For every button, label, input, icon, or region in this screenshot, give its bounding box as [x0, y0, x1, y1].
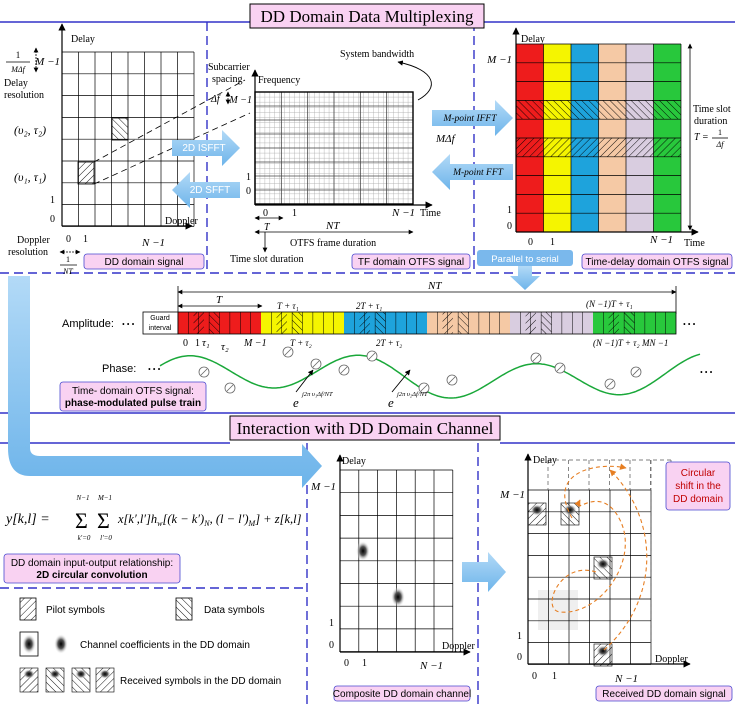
td-pilot-cell	[544, 138, 572, 157]
comp-x1: 1	[362, 658, 367, 669]
tf-t: T	[264, 222, 270, 233]
td-time: Time	[684, 238, 705, 249]
eq-lhs: y[k,l] =	[6, 512, 50, 527]
td-delay: Delay	[521, 34, 545, 45]
idx-tau2: τ₂	[221, 341, 229, 353]
td-pilot-cell	[599, 138, 627, 157]
train-nt: NT	[428, 280, 442, 292]
train-dots-right: • • •	[683, 320, 696, 329]
dd-point-2: (υ₂, τ₂)	[14, 123, 47, 137]
guard-2: interval	[148, 325, 172, 332]
sum1-sign: Σ	[75, 508, 88, 533]
rx-note-3: DD domain	[672, 494, 724, 505]
idx-0: 0	[183, 338, 188, 349]
exp2: e	[388, 395, 394, 410]
rx-n-minus-1: N −1	[615, 673, 639, 685]
dd-nt-num: 1	[66, 255, 70, 264]
rx-symbol-blob	[563, 504, 577, 516]
legend-rx-blob	[99, 669, 111, 679]
dd-m-minus-1: M −1	[35, 56, 60, 68]
comp-y1: 1	[329, 618, 334, 629]
train-dots-phase: • • •	[148, 365, 161, 374]
parallel-serial-arrow	[510, 266, 540, 290]
lbl-n1t-tau1: (N −1)T + τ₁	[586, 299, 633, 309]
rx-note-2: shift in the	[675, 481, 721, 492]
dd-doppler-label: Doppler	[165, 216, 198, 227]
lbl-t-tau2: T + τ₂	[290, 338, 312, 348]
td-data-cell	[626, 100, 654, 119]
dd-doppler-res-1: Doppler	[17, 235, 50, 246]
lbl-t-tau1: T + τ₁	[277, 301, 299, 311]
train-data	[375, 312, 385, 334]
rx-x0: 0	[532, 671, 537, 682]
comp-y0: 0	[329, 640, 334, 651]
idx-1: 1	[195, 338, 200, 349]
tf-frequency: Frequency	[258, 75, 301, 86]
train-dots-left: • • •	[122, 320, 135, 329]
pulse-train	[178, 312, 676, 334]
td-y0: 0	[507, 221, 512, 232]
rx-x1: 1	[552, 671, 557, 682]
rx-doppler: Doppler	[655, 654, 688, 665]
train-data	[209, 312, 219, 334]
sum2-bot: l′=0	[100, 534, 112, 542]
dd-frac-den: MΔf	[11, 65, 25, 74]
tf-x1: 1	[292, 208, 297, 219]
tf-system-bw: System bandwidth	[340, 49, 415, 60]
idx-mn-minus-1: MN −1	[642, 338, 669, 348]
dd-delay-res-1: Delay	[4, 78, 28, 89]
train-pilot	[194, 312, 204, 334]
dd-nt-den: NT	[63, 267, 73, 276]
tf-delta-f: Δf	[211, 94, 220, 105]
dd-x1: 1	[83, 234, 88, 245]
sum2-top: M−1	[97, 494, 113, 502]
rx-caption: Received DD domain signal	[602, 689, 726, 700]
isfft-label: 2D ISFFT	[182, 143, 226, 154]
sum1-top: N−1	[76, 494, 90, 502]
rx-delay: Delay	[533, 455, 557, 466]
td-slot-1: Time slot	[693, 104, 731, 115]
dd-n-minus-1: N −1	[142, 237, 166, 249]
io-caption-1: DD domain input-output relationship:	[10, 558, 174, 569]
tf-caption: TF domain OTFS signal	[357, 257, 465, 268]
td-caption: Time-delay domain OTFS signal	[585, 257, 729, 268]
td-pilot-cell	[626, 138, 654, 157]
tf-frame: OTFS frame duration	[290, 238, 377, 249]
sum1-bot: k′=0	[77, 534, 91, 542]
legend-rx-blob	[49, 669, 61, 679]
td-n-minus-1: N −1	[650, 234, 674, 246]
train-dots-phase-right: • • •	[700, 368, 713, 377]
dd-y1: 1	[50, 195, 55, 206]
legend-received-swatches	[20, 668, 114, 692]
tf-x0: 0	[263, 208, 268, 219]
io-caption-2: 2D circular convolution	[36, 570, 148, 581]
rx-symbol-blob	[530, 504, 544, 516]
dd-delay-res-2: resolution	[4, 90, 44, 101]
sum2-sign: Σ	[97, 508, 110, 533]
train-data	[624, 312, 634, 334]
td-pilot-cell	[654, 138, 682, 157]
tf-subcarrier-2: spacing	[212, 74, 243, 85]
tf-slot: Time slot duration	[230, 254, 304, 265]
parallel-serial-label: Parallel to serial	[491, 254, 559, 265]
td-data-cell	[599, 100, 627, 119]
comp-to-rx-arrow	[462, 552, 506, 592]
legend-channel-blob-2	[54, 634, 68, 654]
train-caption-1: Time- domain OTFS signal:	[72, 386, 194, 397]
rx-symbol-blob	[596, 645, 610, 657]
comp-caption: Composite DD domain channel	[332, 689, 472, 700]
td-data-cell	[544, 100, 572, 119]
dd-doppler-res-2: resolution	[8, 247, 48, 258]
dd-caption: DD domain signal	[104, 257, 184, 268]
tf-nt: NT	[326, 220, 340, 232]
idx-m-minus-1: M −1	[244, 338, 267, 349]
phase-markers	[199, 347, 641, 393]
td-slot-eq: T =	[694, 132, 709, 143]
exp2-sup: j2π υ₂Δf/NT	[397, 391, 428, 398]
lbl-2t-tau2: 2T + τ₂	[376, 338, 403, 348]
train-t: T	[216, 294, 223, 306]
train-pilot	[609, 312, 619, 334]
dd-point-1: (υ₁, τ₁)	[14, 170, 47, 184]
rx-shadow-area	[538, 590, 578, 630]
comp-doppler: Doppler	[442, 641, 475, 652]
tf-time: Time	[420, 208, 441, 219]
dd-delay-label: Delay	[71, 34, 95, 45]
dd-data-cell	[112, 118, 128, 140]
td-slot-2: duration	[694, 116, 728, 127]
rx-symbol-blob	[596, 558, 610, 570]
tf-m-df: MΔf	[436, 133, 455, 145]
middle-title: Interaction with DD Domain Channel	[236, 419, 494, 438]
legend-pilot: Pilot symbols	[46, 605, 105, 616]
exp1: e	[293, 395, 299, 410]
train-pilot	[360, 312, 370, 334]
tf-subcarrier-1: Subcarrier	[208, 62, 250, 73]
train-data	[458, 312, 468, 334]
eq-body: $x[k',l']h_w[(k - k')_N$, $(l - l')_M] + z[k,l]$	[118, 512, 302, 528]
comp-x0: 0	[344, 658, 349, 669]
td-data-cell	[654, 100, 682, 119]
tf-y0: 0	[246, 186, 251, 197]
td-data-cell	[516, 100, 544, 119]
td-pilot-cell	[571, 138, 599, 157]
td-m-minus-1: M −1	[487, 54, 512, 66]
td-slot-num: 1	[718, 128, 722, 137]
train-data	[541, 312, 551, 334]
train-pilot	[443, 312, 453, 334]
train-amplitude: Amplitude:	[62, 318, 114, 330]
phase-wave	[160, 354, 700, 398]
td-grid	[516, 44, 681, 232]
fft-label: M-point FFT	[453, 168, 503, 178]
guard-1: Guard	[150, 315, 170, 322]
td-x0: 0	[528, 237, 533, 248]
legend-data: Data symbols	[204, 605, 265, 616]
td-data-cell	[571, 100, 599, 119]
td-slot-den: Δf	[716, 140, 724, 149]
legend-pilot-swatch	[20, 598, 36, 620]
comp-n-minus-1: N −1	[420, 660, 444, 672]
composite-grid	[340, 470, 453, 652]
legend-data-swatch	[176, 598, 192, 620]
train-data	[292, 312, 302, 334]
dd-pilot-cell	[78, 162, 94, 184]
legend-rx-blob	[75, 669, 87, 679]
rx-note-1: Circular	[680, 468, 716, 479]
td-y1: 1	[507, 205, 512, 216]
sfft-label: 2D SFFT	[189, 185, 231, 196]
comp-m-minus-1: M −1	[311, 481, 336, 493]
train-phase: Phase:	[102, 363, 137, 375]
train-pilot	[277, 312, 287, 334]
tf-n-minus-1: N −1	[392, 207, 416, 219]
dd-x0: 0	[66, 234, 71, 245]
comp-delay: Delay	[342, 456, 366, 467]
train-pilot	[526, 312, 536, 334]
td-x1: 1	[550, 237, 555, 248]
ifft-label: M-point IFFT	[443, 114, 497, 124]
received-symbols	[528, 503, 612, 666]
exp1-sup: j2π υ₁Δf/NT	[302, 391, 333, 398]
legend-received: Received symbols in the DD domain	[120, 676, 282, 687]
lbl-n1t-tau2: (N −1)T + τ₂	[593, 338, 640, 348]
rx-y0: 0	[517, 652, 522, 663]
dd-frac-num: 1	[15, 50, 21, 60]
comp-blob-1	[356, 541, 370, 561]
top-title: DD Domain Data Multiplexing	[260, 7, 474, 26]
td-pilot-cell	[516, 138, 544, 157]
dd-y0: 0	[50, 214, 55, 225]
lbl-2t-tau1: 2T + τ₁	[356, 301, 383, 311]
comp-blob-2	[391, 587, 405, 607]
rx-m-minus-1: M −1	[500, 489, 525, 501]
legend-rx-blob	[23, 669, 35, 679]
rx-y1: 1	[517, 631, 522, 642]
legend-channel-blob-1	[22, 634, 36, 654]
train-caption-2: phase-modulated pulse train	[64, 398, 202, 409]
idx-tau1: τ₁	[202, 337, 210, 349]
tf-y1: 1	[246, 172, 251, 183]
tf-m-minus-1: M −1	[229, 95, 252, 106]
legend-channel: Channel coefficients in the DD domain	[80, 640, 250, 651]
